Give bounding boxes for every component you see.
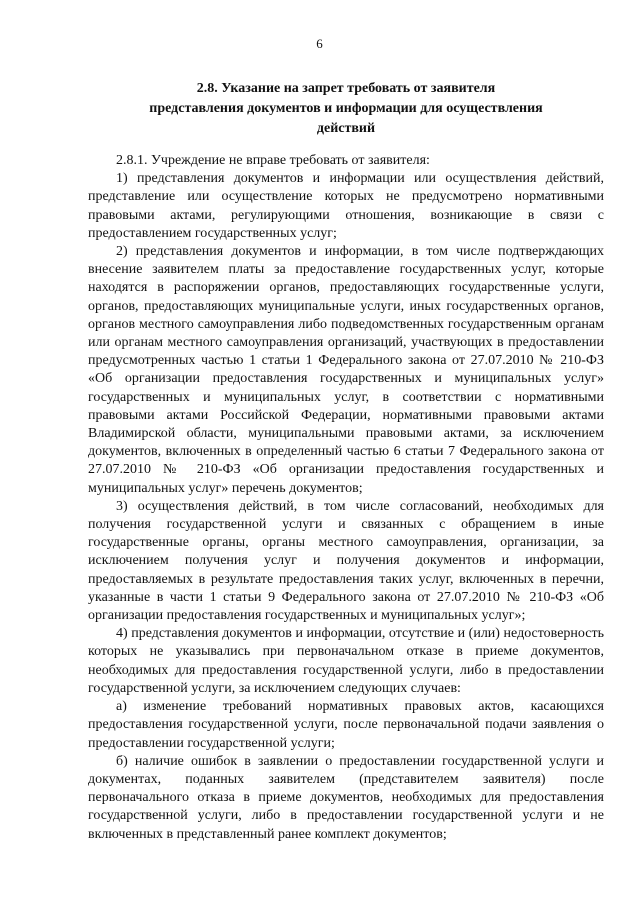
section-title-line: действий — [316, 121, 376, 136]
paragraph-item-1: 1) представления документов и информации или осуществления действий, представление или осуществление которых не предусмотрено нормативными правовыми актами, регулирующими отношения, возникающие в связи с предоставлением государственных услуг; — [88, 171, 604, 241]
paragraph-item-2: 2) представления документов и информации, в том числе подтверждающих внесение заявителем платы за предоставление государственных услуг, которые находятся в распоряжении органов, предоставляющих государственные услуги, органов, предоставляющих муниципальные услуги, иных государственных органов, органов местного самоуправления либо подведомственных государственным органам или органам местного самоуправления организаций, участвующих в предоставлении предусмотренных частью 1 статьи 1 Федерального закона от 27.07.2010 № 210-ФЗ «Об организации предоставления государственных и муниципальных услуг» государственных и муниципальных услуг, в соответствии с нормативными правовыми актами Российской Федерации, нормативными правовыми актами Владимирской области, муниципальными правовыми актами, за исключением документов, включенных в определенный частью 6 статьи 7 Федерального закона от 27.07.2010 № 210-ФЗ «Об организации предоставления государственных и муниципальных услуг» перечень документов; — [88, 244, 604, 496]
page-number: 6 — [316, 36, 323, 51]
section-title — [100, 79, 592, 139]
paragraph-item-3: 3) осуществления действий, в том числе согласований, необходимых для получения государственной услуги и связанных с обращением в иные государственные органы, органы местного самоуправления, организации, за исключением получения услуг и получения документов и информации, предоставляемых в результате предоставления таких услуг, включенных в перечни, указанные в части 1 статьи 9 Федерального закона от 27.07.2010 № 210-ФЗ «Об организации предоставления государственных и муниципальных услуг»; — [88, 498, 604, 624]
paragraph-subitem-a: а) изменение требований нормативных правовых актов, касающихся предоставления государственной услуги, после первоначальной подачи заявления о предоставлении государственной услуги; — [88, 699, 604, 751]
document-body — [88, 152, 604, 844]
paragraph-subitem-b: б) наличие ошибок в заявлении о предоставлении государственной услуги и документах, поданных заявителем (представителем заявителя) после первоначального отказа в приеме документов, необходимых для предоставления государственной услуги, либо в предоставлении государственной услуги и не включенных в представленный ранее комплект документов; — [88, 753, 604, 842]
section-title-line: представления документов и информации для осуществления — [149, 101, 543, 116]
paragraph-item-4: 4) представления документов и информации, отсутствие и (или) недостоверность которых не указывались при первоначальном отказе в приеме документов, необходимых для предоставления государственной услуги, либо в предоставлении государственной услуги, за исключением следующих случаев: — [88, 626, 604, 696]
section-title-line: 2.8. Указание на запрет требовать от заявителя — [196, 81, 496, 96]
paragraph-intro: 2.8.1. Учреждение не вправе требовать от заявителя: — [116, 153, 430, 168]
